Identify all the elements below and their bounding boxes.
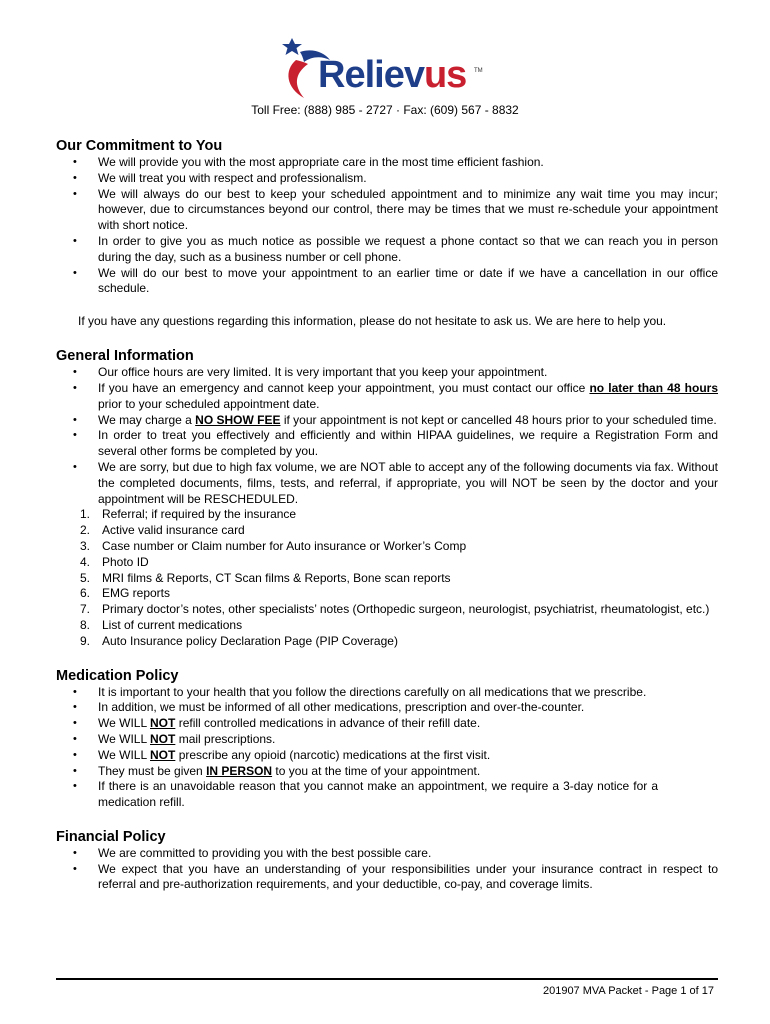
commitment-closing: If you have any questions regarding this information, please do not hesitate to ask us. We are here to help you. [78, 314, 667, 329]
contact-line: Toll Free: (888) 985 - 2727 · Fax: (609) 567 - 8832 [251, 103, 519, 117]
list-item: • Our office hours are very limited. It is very important that you keep your appointment. [56, 365, 718, 381]
list-item: • We WILL NOT mail prescriptions. [56, 732, 718, 748]
numbered-item: 1. Referral; if required by the insurance [80, 507, 297, 522]
numbered-item: 4. Photo ID [80, 554, 149, 569]
trademark-mark: TM [474, 68, 483, 74]
list-item: • We will treat you with respect and professionalism. [56, 171, 718, 187]
numbered-item: 6. EMG reports [80, 586, 171, 601]
list-item: • We will always do our best to keep your scheduled appointment and to minimize any wait time you may incur; however, due to circumstances beyond our control, there may be times that we must re-schedule your appointment with short notice. [56, 187, 718, 234]
numbered-item: 8. List of current medications [80, 617, 243, 632]
medication-heading: Medication Policy [56, 667, 179, 684]
list-item: • They must be given IN PERSON to you at the time of your appointment. [56, 764, 718, 780]
list-item: • In order to give you as much notice as possible we request a phone contact so that we can reach you in person during the day, such as a business number or cell phone. [56, 234, 718, 266]
list-item: • We will do our best to move your appointment to an earlier time or date if we have a cancellation in our office schedule. [56, 266, 718, 298]
list-item: • In order to treat you effectively and efficiently and within HIPAA guidelines, we require a Registration Form and several other forms be completed by you. [56, 428, 718, 460]
logo-wordmark: Relievus [318, 54, 467, 96]
list-item: • We WILL NOT refill controlled medications in advance of their refill date. [56, 716, 718, 732]
numbered-item: 9. Auto Insurance policy Declaration Page (PIP Coverage) [80, 633, 398, 648]
underlined-term: NOT [150, 716, 176, 731]
numbered-item: 2. Active valid insurance card [80, 523, 245, 538]
list-item: • If there is an unavoidable reason that you cannot make an appointment, we require a 3-day notice for a medication refill. [56, 779, 718, 811]
list-item: • It is important to your health that you follow the directions carefully on all medications that we prescribe. [56, 685, 718, 701]
document-body [56, 137, 718, 893]
list-item: • We may charge a NO SHOW FEE if your appointment is not kept or cancelled 48 hours prior to your scheduled time. [56, 413, 718, 429]
underlined-term: NO SHOW FEE [195, 412, 281, 427]
commitment-heading: Our Commitment to You [56, 138, 223, 154]
numbered-item: 5. MRI films & Reports, CT Scan films & Reports, Bone scan reports [80, 570, 451, 585]
page-footer: 201907 MVA Packet - Page 1 of 17 [542, 985, 714, 997]
commitment-list [56, 155, 718, 297]
underlined-term: NOT [150, 731, 176, 746]
numbered-item: 7. Primary doctor’s notes, other specialists’ notes (Orthopedic surgeon, neurologist, psychiatrist, rheumatologist, etc.) [80, 602, 710, 617]
list-item: • We will provide you with the most appropriate care in the most time efficient fashion. [56, 155, 718, 171]
list-item: • We are committed to providing you with the best possible care. [56, 846, 718, 862]
list-item: • In addition, we must be informed of all other medications, prescription and over-the-counter. [56, 700, 718, 716]
relievus-logo [278, 30, 498, 100]
list-item: • We are sorry, but due to high fax volume, we are NOT able to accept any of the following documents via fax. Without the completed documents, films, tests, and referral, if appropriate, you will NOT be seen by the doctor and your appointment will be RESCHEDULED. [56, 460, 718, 507]
financial-list [56, 846, 718, 893]
footer-divider [56, 978, 718, 980]
list-item: • We expect that you have an understanding of your responsibilities under your insurance contract in respect to referral and pre-authorization requirements, and your deductible, co-pay, and coverage limits. [56, 862, 718, 894]
underlined-term: no later than 48 hours [589, 380, 719, 395]
numbered-item: 3. Case number or Claim number for Auto insurance or Worker’s Comp [80, 538, 467, 553]
general-heading: General Information [56, 348, 194, 365]
general-list [56, 365, 718, 507]
underlined-term: NOT [150, 747, 176, 762]
required-documents-list [56, 507, 718, 649]
financial-heading: Financial Policy [56, 828, 166, 845]
list-item: • If you have an emergency and cannot keep your appointment, you must contact our office no later than 48 hours prior to your scheduled appointment date. [56, 381, 718, 413]
medication-list [56, 685, 718, 811]
list-item: • We WILL NOT prescribe any opioid (narcotic) medications at the first visit. [56, 748, 718, 764]
underlined-term: IN PERSON [206, 763, 273, 778]
